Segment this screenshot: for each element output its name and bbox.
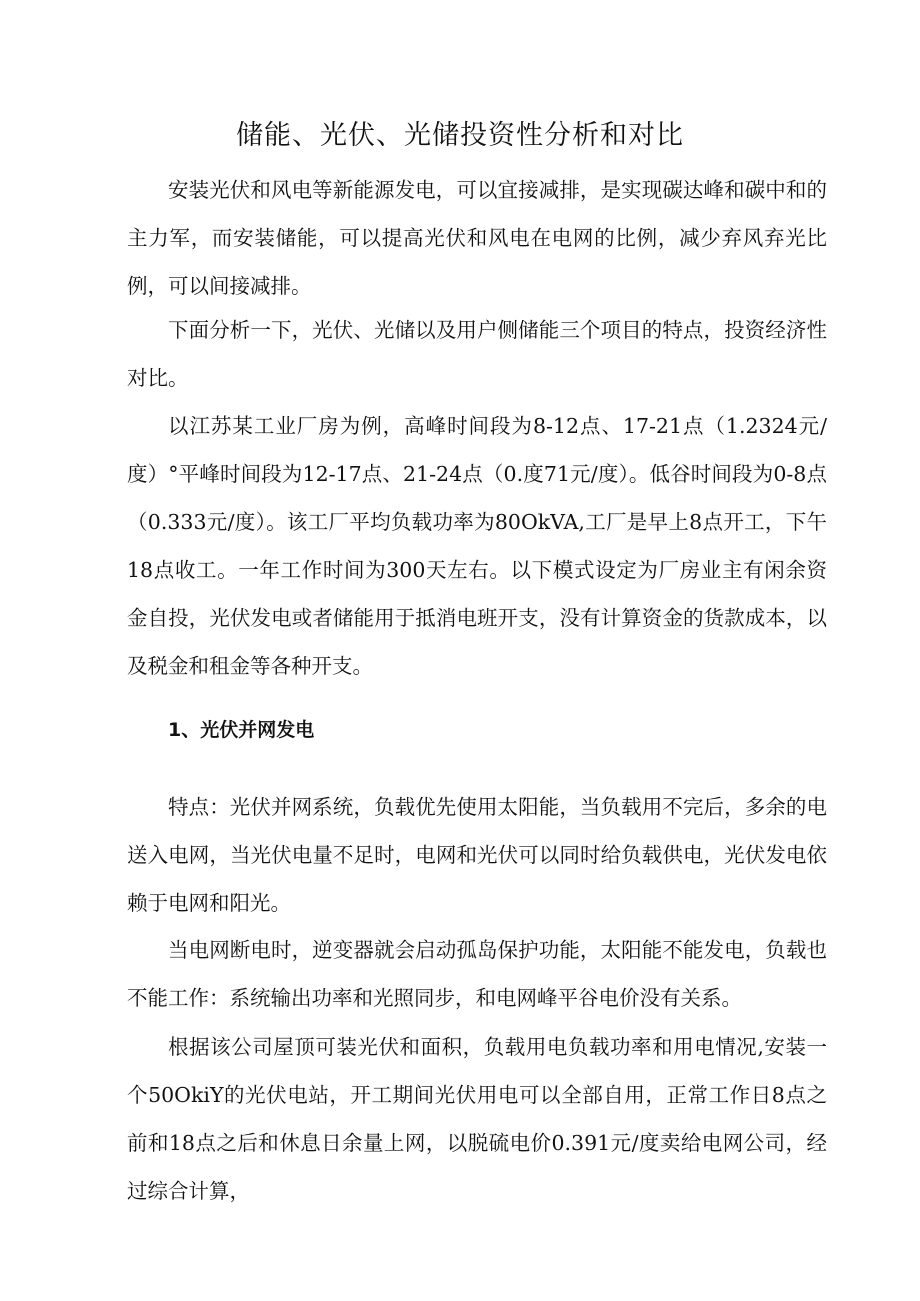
intro-paragraph: 安装光伏和风电等新能源发电，可以宜接减排，是实现碳达峰和碳中和的主力军，而安装储能，可以提高光伏和风电在电网的比例，减少弃风弃光比例，可以间接减排。 (127, 178, 827, 298)
analysis-paragraph: 下面分析一下，光伏、光储以及用户侧储能三个项目的特点，投资经济性对比。 (127, 318, 827, 390)
section-heading-pv: 1、光伏并网发电 (168, 719, 315, 741)
pv-install-paragraph: 根据该公司屋顶可装光伏和面积，负载用电负载功率和用电情况,安装一个50OkiY的光伏电站，开工期间光伏用电可以全部自用，正常工作日8点之前和18点之后和休息日余量上网，以脱硫电价0.391元/度卖给电网公司，经过综合计算， (127, 1035, 827, 1203)
document-title: 储能、光伏、光储投资性分析和对比 (236, 120, 684, 151)
grid-outage-paragraph: 当电网断电时，逆变器就会启动孤岛保护功能，太阳能不能发电，负载也不能工作：系统输出功率和光照同步，和电网峰平谷电价没有关系。 (127, 938, 827, 1010)
pv-features-paragraph: 特点：光伏并网系统，负载优先使用太阳能，当负载用不完后，多余的电送入电网，当光伏电量不足时，电网和光伏可以同时给负载供电，光伏发电依赖于电网和阳光。 (127, 795, 827, 915)
example-paragraph: 以江苏某工业厂房为例，高峰时间段为8-12点、17-21点（1.2324元/度）°平峰时间段为12-17点、21-24点（0.度71元/度）。低谷时间段为0-8点（0.333元/度）。该工厂平均负载功率为80OkVA,工厂是早上8点开工，下午18点收工。一年工作时间为300天左右。以下模式设定为厂房业主有闲余资金自投，光伏发电或者储能用于抵消电班开支，没有计算资金的货款成本，以及税金和租金等各种开支。 (127, 414, 827, 678)
